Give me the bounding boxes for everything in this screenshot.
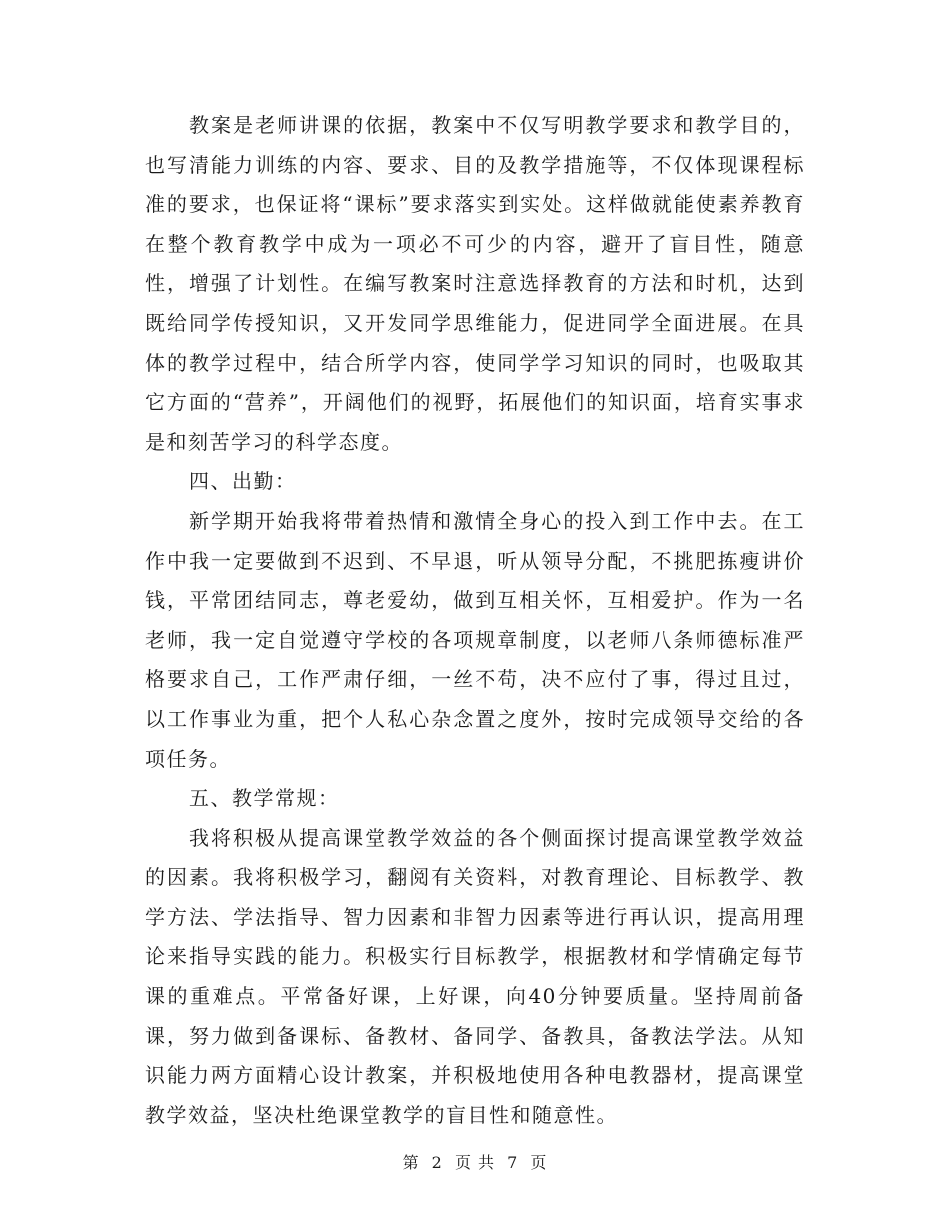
footer-middle: 页 共 <box>454 1153 496 1172</box>
document-body <box>145 106 805 1135</box>
section-heading-teaching-routine: 五、教学常规： <box>189 786 340 811</box>
section-heading-attendance: 四、出勤： <box>189 469 297 494</box>
footer-current-page: 2 <box>431 1153 443 1172</box>
footer-total-pages: 7 <box>507 1153 519 1172</box>
page-footer <box>0 1150 950 1173</box>
paragraph-attendance: 新学期开始我将带着热情和激情全身心的投入到工作中去。在工作中我一定要做到不迟到、不早退，听从领导分配，不挑肥拣瘦讲价钱，平常团结同志，尊老爱幼，做到互相关怀，互相爱护。作为一名老师，我一定自觉遵守学校的各项规章制度，以老师八条师德标准严格要求自己，工作严肃仔细，一丝不苟，决不应付了事，得过且过，以工作事业为重，把个人私心杂念置之度外，按时完成领导交给的各项任务。 <box>145 508 805 771</box>
paragraph-teaching-routine: 我将积极从提高课堂教学效益的各个侧面探讨提高课堂教学效益的因素。我将积极学习，翻阅有关资料，对教育理论、目标教学、教学方法、学法指导、智力因素和非智力因素等进行再认识，提高用理论来指导实践的能力。积极实行目标教学，根据教材和学情确定每节课的重难点。平常备好课，上好课，向40分钟要质量。坚持周前备课，努力做到备课标、备教材、备同学、备教具，备教法学法。从知识能力两方面精心设计教案，并积极地使用各种电教器材，提高课堂教学效益，坚决杜绝课堂教学的盲目性和随意性。 <box>145 825 805 1127</box>
footer-prefix: 第 <box>402 1153 420 1172</box>
footer-suffix: 页 <box>530 1153 548 1172</box>
paragraph-lesson-plan: 教案是老师讲课的依据，教案中不仅写明教学要求和教学目的，也写清能力训练的内容、要求、目的及教学措施等，不仅体现课程标准的要求，也保证将“课标”要求落实到实处。这样做就能使素养教育在整个教育教学中成为一项必不可少的内容，避开了盲目性，随意性，增强了计划性。在编写教案时注意选择教育的方法和时机，达到既给同学传授知识，又开发同学思维能力，促进同学全面进展。在具体的教学过程中，结合所学内容，使同学学习知识的同时，也吸取其它方面的“营养”，开阔他们的视野，拓展他们的知识面，培育实事求是和刻苦学习的科学态度。 <box>145 113 805 454</box>
